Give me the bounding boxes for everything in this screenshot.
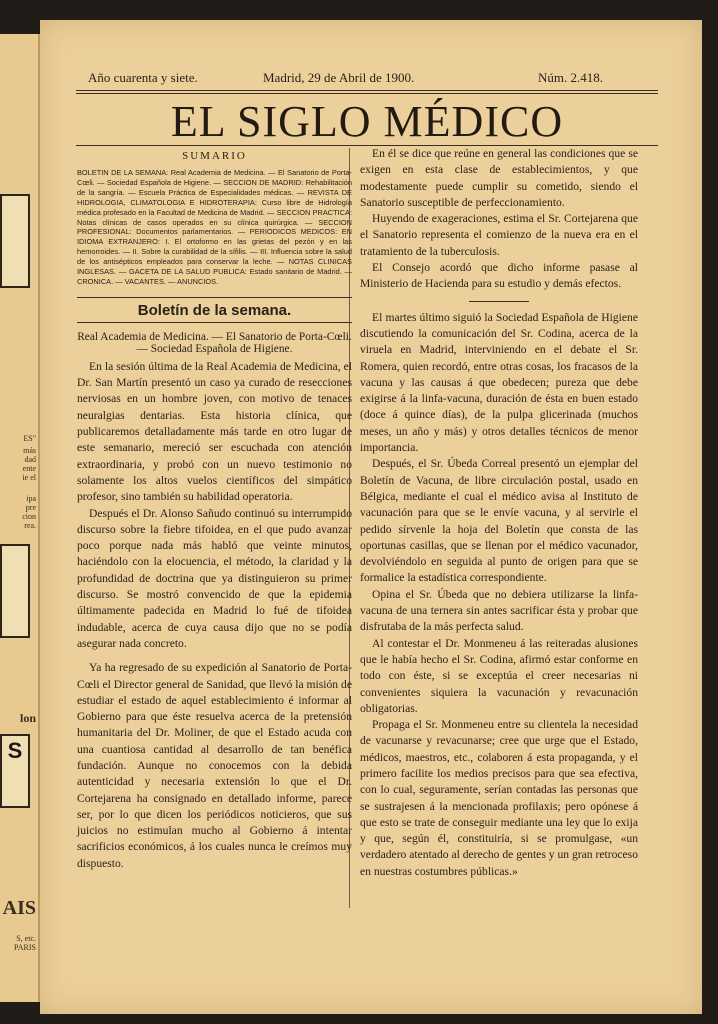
- ad-fragment-box: [0, 544, 30, 638]
- masthead-info-row: [88, 70, 658, 90]
- newspaper-title: EL SIGLO MÉDICO: [170, 97, 564, 146]
- ad-fragment-box: [0, 194, 30, 288]
- left-column: [77, 150, 352, 872]
- article-paragraph: Después, el Sr. Úbeda Correal presentó un ejemplar del Boletín de Vacuna, de libre circulación postal, usado en Bélgica, mediante el cual el médico avisa al Instituto de vacunación para que se le envíe vacuna, y al servirle el pedido sírvenle la hoja del Boletín que consta de las oportunas casillas, que se llenan por el médico vacunador, devolviéndolo en seguida al punto de origen para que se formalice la estadística correspondiente.: [360, 457, 638, 585]
- section-separator: [469, 301, 529, 302]
- newspaper-page: [40, 20, 702, 1014]
- sumario-heading: SUMARIO: [182, 150, 247, 162]
- boletin-heading: Boletín de la semana.: [77, 297, 352, 323]
- article-paragraph: Después el Dr. Alonso Sañudo continuó su interrumpido discurso sobre la fiebre tifoidea, en el que pudo avanzar poco porque nada más habló que veinte minutos, haciéndolo con la elocuencia, el método, la claridad y la profundidad de doctrina que ya distinguieron su primer discurso. Se mostró convencido de que la epidemia últimamente padecida en Madrid lo fué de tifoidea indudable, acerca de cuya causa dijo que no se podía asegurar nada concreto.: [77, 506, 352, 650]
- ad-fragment-box: S: [0, 734, 30, 808]
- article-paragraph: Al contestar el Dr. Monmeneu á las reiteradas alusiones que le había hecho el Sr. Codina, afirmó estar conforme en todo con éste, si se exceptúa el creer necesarias ni convenientes siquiera la vacunación y revacunación obligatorias.: [360, 636, 638, 715]
- article-paragraph: El Consejo acordó que dicho informe pasase al Ministerio de Hacienda para su estudio y demás efectos.: [360, 261, 638, 291]
- article-paragraph: Ya ha regresado de su expedición al Sanatorio de Porta-Cœli el Director general de Sanidad, que llevó la misión de estudiar el estado de aquel establecimiento é informar al Gobierno para que éste resuelva acerca de la pretensión humanitaria del Dr. Moliner, de que el Estado acuda con una cuantiosa cantidad al desarrollo de tan benéfica fundación. Aunque no conocemos con la debida autenticidad y necesaria extensión lo que el Dr. Cortejarena ha consignado en detallado informe, parece ser, por lo que dicen los periódicos noticieros, que sus juicios no estimulan mucho al Gobierno á intentar sacrificios económicos, á los cuales nunca le creímos muy dispuesto.: [77, 661, 352, 870]
- article-paragraph: En él se dice que reúne en general las condiciones que se exigen en esta clase de establecimientos, y que modestamente puede cumplir su cometido, siendo el Sanatorio susceptible de perfeccionamiento.: [360, 147, 638, 209]
- boletin-subheading: Real Academia de Medicina. — El Sanatorio de Porta-Cœli. — Sociedad Española de Higiene.: [77, 330, 352, 355]
- article-paragraph: Huyendo de exageraciones, estima el Sr. Cortejarena que el Sanatorio representa el comienzo de la nueva era en el tratamiento de la tuberculosis.: [360, 212, 638, 258]
- ad-fragment-text: S, etc. PARIS: [14, 934, 36, 952]
- adjacent-page-edge: [0, 34, 40, 1002]
- article-paragraph: Propaga el Sr. Monmeneu entre su clientela la necesidad de vacunarse y revacunarse; cree que urge que el Estado, médicos, maestros, etc., colaboren á esta propaganda, y el primero facilite los medios precisos para que sea efectiva, con lo cual, seguramente, serían contadas las personas que se sustrajesen á la mencionada profilaxis; pero opónese á que esto se trate de conseguir mediante una ley que lo exija y que, según él, constituiría, si se promulgase, «un verdadero atentado al derecho de gentes y un gran retroceso en nuestras costumbres públicas.»: [360, 718, 638, 878]
- ad-fragment-text: ES": [23, 434, 36, 443]
- issue-year: Año cuarenta y siete.: [88, 70, 198, 85]
- right-column: [360, 146, 638, 880]
- ad-fragment-text: ipa pre cion rea.: [22, 494, 36, 530]
- ad-fragment-text: lon: [19, 711, 36, 725]
- article-paragraph: En la sesión última de la Real Academia de Medicina, el Dr. San Martín presentó un caso ya curado de resecciones nerviosas en un hombre joven, con motivo de tenaces neuralgias dentarias. Esta historia clínica, que publicaremos detalladamente más tarde en otro lugar de este semanario, mereció ser escuchada con atención extraordinaria, y probó con un nuevo testimonio no solamente los altos vuelos científicos del simpático profesor, sino también su habilidad operatoria.: [77, 359, 352, 504]
- article-paragraph: El martes último siguió la Sociedad Española de Higiene discutiendo la comunicación del Sr. Codina, acerca de la viruela en Madrid, interviniendo en el debate el Sr. Romera, quien recordó, entre otras cosas, los fracasos de la vacuna y las causas á que obedecen; pureza que debe exigirse á la linfa-vacuna, duración de ésta en buen estado (doce á quince días), de la pulpa glicerinada (muchos meses, un año y más) y otros detalles técnicos de menor importancia.: [360, 310, 638, 455]
- ad-fragment-text: AIS: [2, 897, 36, 919]
- issue-date: Madrid, 29 de Abril de 1900.: [263, 70, 415, 85]
- divider: [76, 90, 658, 91]
- sumario-text: BOLETIN DE LA SEMANA: Real Academia de Medicina. — El Sanatorio de Porta-Cœli. — Sociedad Española de Higiene. — SECCION DE MADRID: Rehabilitación de la sangría. — Escuela Práctica de Especialidades médicas. — REVISTA DE HIDROLOGIA, CLIMATOLOGIA E HIDROTERAPIA: Curso libre de Hidrología médica profesado en la Facultad de Medicina de Madrid. — SECCION PRACTICA: Notas clínicas de casos operados en su clínica quirúrgica. — SECCION PROFESIONAL: Documentos parlamentarios. — PERIODICOS MEDICOS: EN IDIOMA EXTRANJERO: I. El ortoformo en las grietas del pezón y en las hemorroides. — II. Sobre la curabilidad de la sífilis. — III. Influencia sobre la salud de los antisépticos empleados para conservar la leche. — NOTAS CLINICAS INGLESAS. — GACETA DE LA SALUD PUBLICA: Estado sanitario de Madrid. — CRONICA. — VACANTES. — ANUNCIOS.: [77, 168, 352, 286]
- issue-number: Núm. 2.418.: [538, 70, 603, 85]
- divider: [76, 93, 658, 94]
- ad-fragment-text: más dad ente ie el: [22, 446, 36, 482]
- article-paragraph: Opina el Sr. Úbeda que no debiera utilizarse la linfa-vacuna de una ternera sin antes sacrificar ésta y probar que disfrutaba de la más perfecta salud.: [360, 587, 638, 634]
